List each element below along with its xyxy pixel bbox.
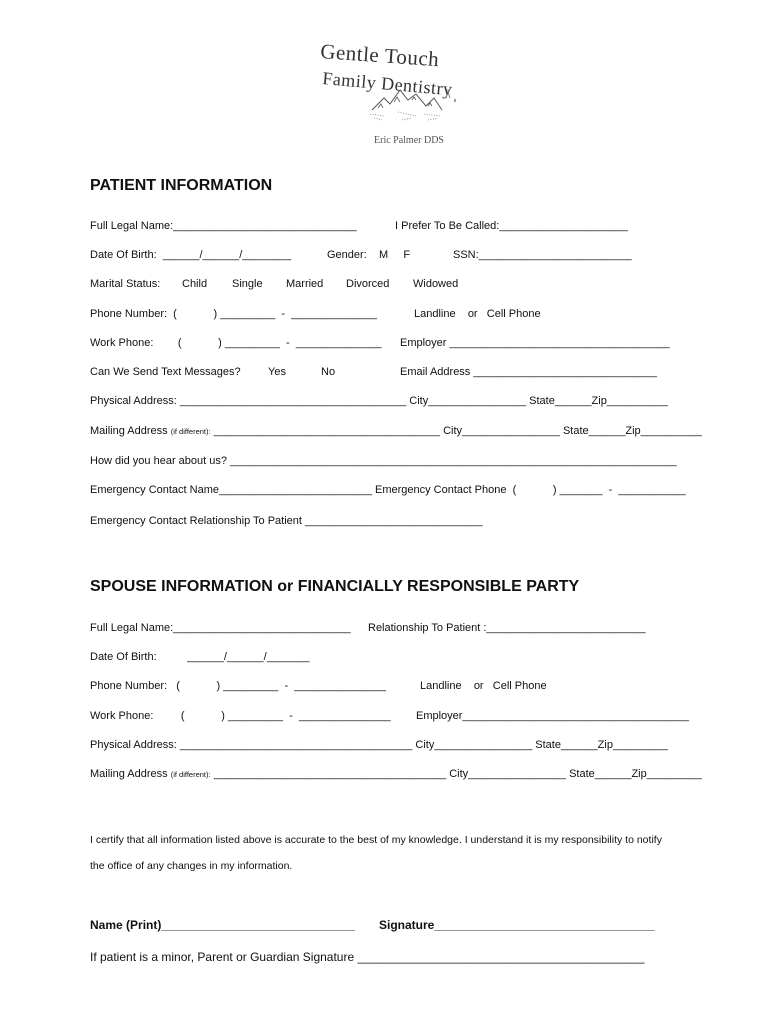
patient-preferred-name-field[interactable]: I Prefer To Be Called:_____________________ (395, 220, 628, 232)
text-messages-yes[interactable]: Yes (268, 366, 286, 378)
patient-employer-field[interactable]: Employer ____________________________________ (400, 337, 670, 349)
logo-graphic (312, 28, 498, 152)
patient-mailing-address-field[interactable] (90, 425, 702, 438)
marital-option-single[interactable]: Single (232, 278, 263, 290)
marital-option-married[interactable]: Married (286, 278, 324, 290)
logo-line1: Gentle Touch (319, 39, 441, 72)
patient-heading: PATIENT INFORMATION (90, 177, 273, 194)
patient-physical-address-field[interactable]: Physical Address: _____________________________________ City________________ State______Zip__________ (90, 395, 669, 407)
mailing-blanks: _____________________________________ City________________ State______Zip__________ (210, 425, 702, 437)
text-messages-question: Can We Send Text Messages? (90, 366, 241, 378)
spouse-heading: SPOUSE INFORMATION or FINANCIALLY RESPONSIBLE PARTY (90, 578, 580, 595)
patient-dob-field[interactable]: Date Of Birth: ______/______/________ (90, 249, 292, 261)
patient-email-field[interactable]: Email Address ______________________________ (400, 366, 657, 378)
spouse-phone-field[interactable]: Phone Number: ( ) _________ - _______________ (90, 680, 386, 692)
spouse-employer-field[interactable]: Employer_____________________________________ (416, 710, 689, 722)
name-print-field[interactable]: Name (Print)_____________________________ (90, 918, 355, 932)
logo-doctor: Eric Palmer DDS (374, 135, 444, 146)
emergency-contact-field[interactable]: Emergency Contact Name_________________________ Emergency Contact Phone ( ) _______ - ___________ (90, 484, 686, 496)
text-messages-no[interactable]: No (321, 366, 336, 378)
practice-logo (312, 28, 498, 152)
patient-work-phone-field[interactable]: Work Phone: ( ) _________ - ______________ (90, 337, 382, 349)
certification-line2: the office of any changes in my information. (90, 860, 293, 872)
patient-ssn-field[interactable]: SSN:_________________________ (453, 249, 632, 261)
spouse-mailing-blanks: ______________________________________ City________________ State______Zip_________ (210, 768, 702, 780)
emergency-relationship-field[interactable]: Emergency Contact Relationship To Patient _____________________________ (90, 515, 483, 527)
patient-full-name-field[interactable]: Full Legal Name:______________________________ (90, 220, 357, 232)
marital-option-widowed[interactable]: Widowed (413, 278, 459, 290)
spouse-relationship-field[interactable]: Relationship To Patient :__________________________ (368, 622, 646, 634)
certification-line1: I certify that all information listed above is accurate to the best of my knowledge. I understand it is my responsibility to notify (90, 834, 662, 846)
patient-phone-type-options[interactable]: Landline or Cell Phone (414, 308, 541, 320)
patient-phone-field[interactable]: Phone Number: ( ) _________ - ______________ (90, 308, 377, 320)
spouse-full-name-field[interactable]: Full Legal Name:_____________________________ (90, 622, 351, 634)
spouse-work-phone-field[interactable]: Work Phone: ( ) _________ - _______________ (90, 710, 391, 722)
mailing-label: Mailing Address (90, 425, 171, 437)
spouse-mailing-address-field[interactable] (90, 768, 702, 781)
logo-line2: Family Dentistry (321, 68, 454, 100)
marital-option-divorced[interactable]: Divorced (346, 278, 390, 290)
marital-option-child[interactable]: Child (182, 278, 208, 290)
mailing-if-different-note: (if different): (170, 427, 211, 436)
patient-gender-options[interactable]: Gender: M F (327, 249, 411, 261)
guardian-signature-field[interactable]: If patient is a minor, Parent or Guardian Signature ___________________________________________ (90, 950, 645, 964)
spouse-phone-type-options[interactable]: Landline or Cell Phone (420, 680, 547, 692)
spouse-dob-field[interactable]: Date Of Birth: ______/______/_______ (90, 651, 310, 663)
marital-status-label: Marital Status: (90, 278, 161, 290)
signature-field[interactable]: Signature_________________________________ (379, 918, 655, 932)
referral-source-field[interactable]: How did you hear about us? _________________________________________________________________________ (90, 455, 677, 467)
spouse-mailing-label: Mailing Address (90, 768, 171, 780)
spouse-physical-address-field[interactable]: Physical Address: ______________________________________ City________________ State______Zip_________ (90, 739, 669, 751)
spouse-mailing-if-different-note: (if different): (170, 770, 211, 779)
